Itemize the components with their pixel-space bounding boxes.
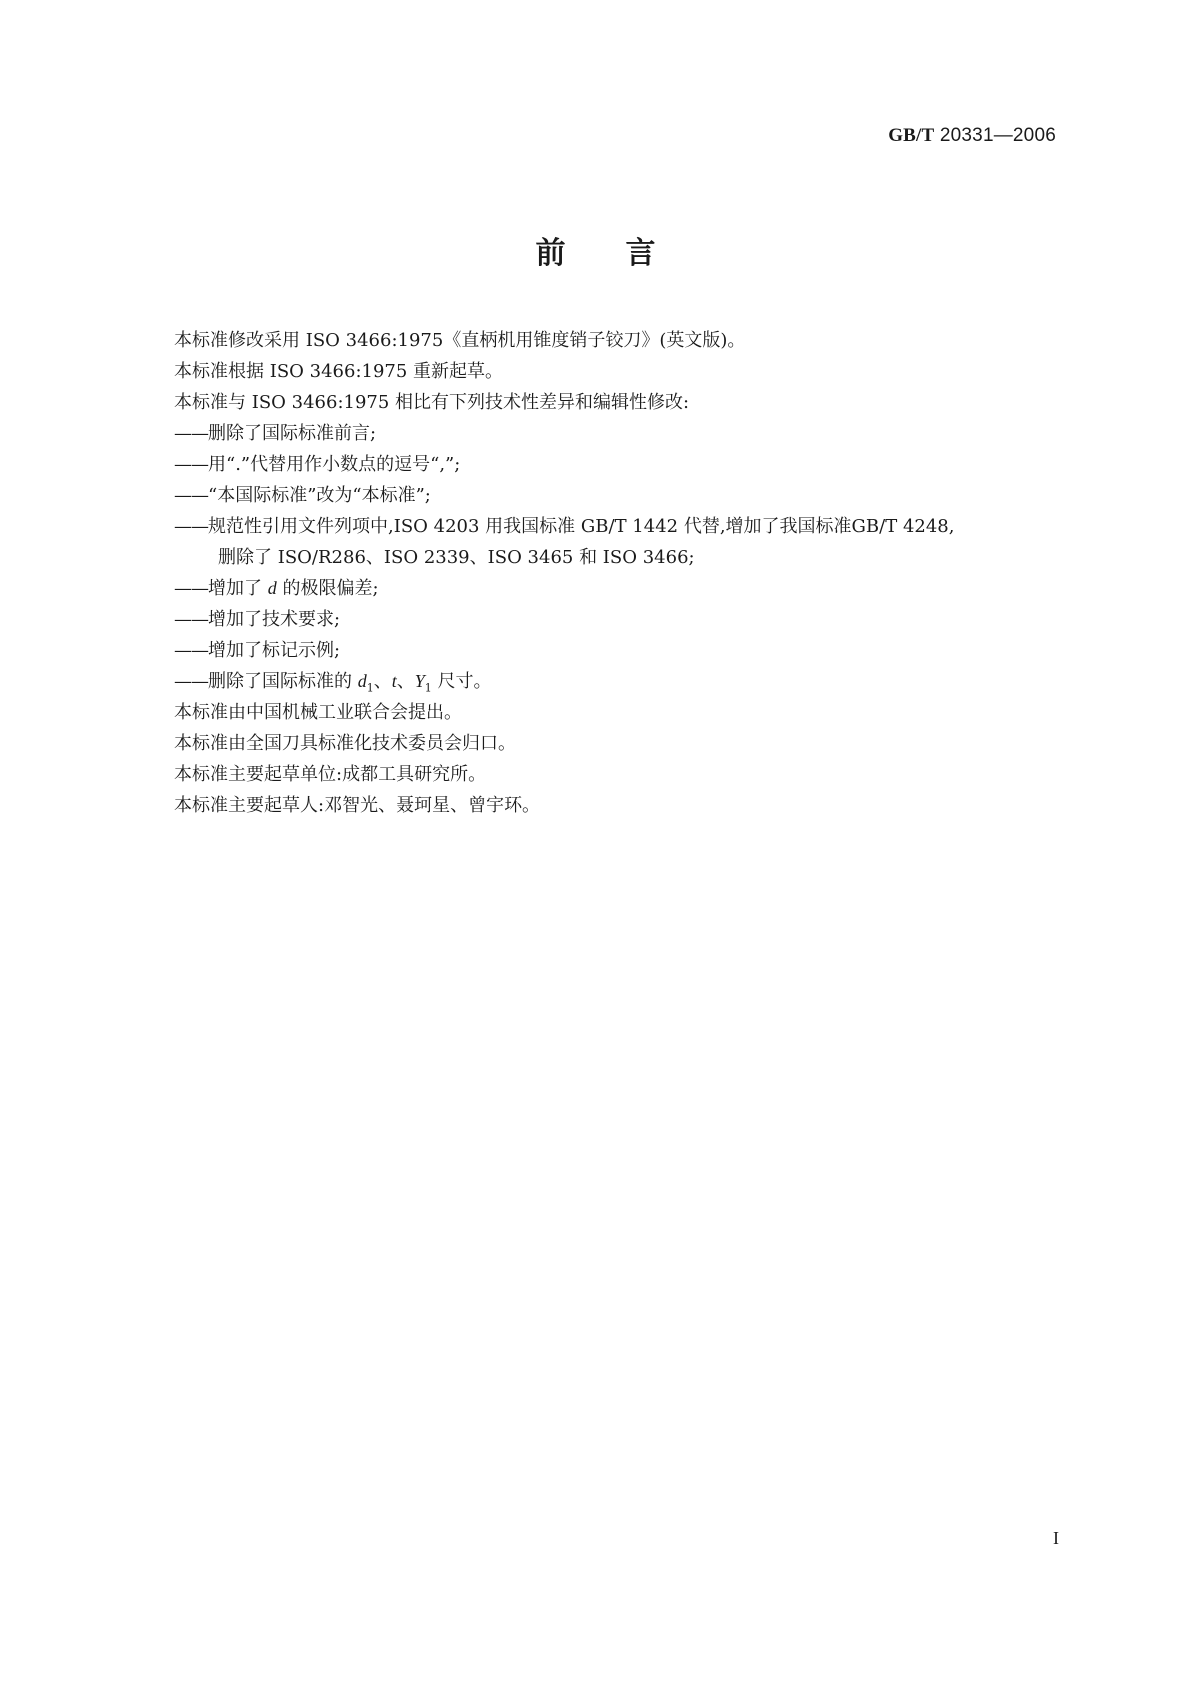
list-item: [174, 604, 1074, 635]
list-item: [174, 418, 1074, 449]
list-item-text: 删除了国际标准前言;: [208, 423, 377, 444]
list-item: [174, 635, 1074, 666]
list-item-text: 删除了国际标准的: [208, 671, 358, 692]
paragraph: 本标准由中国机械工业联合会提出。: [174, 702, 462, 723]
dash-marker: ——: [174, 578, 208, 599]
paragraph: 本标准根据 ISO 3466:1975 重新起草。: [174, 361, 504, 382]
subscript: 1: [424, 681, 432, 695]
dash-marker: ——: [174, 671, 208, 692]
list-item-text: 的极限偏差;: [276, 578, 379, 599]
paragraph: 本标准由全国刀具标准化技术委员会归口。: [174, 733, 516, 754]
dash-marker: ——: [174, 454, 208, 475]
list-item-text: 规范性引用文件列项中,ISO 4203 用我国标准 GB/T 1442 代替,增加了我国标准GB/T 4248,: [208, 516, 955, 537]
standard-code: GB/T: [888, 125, 935, 146]
list-item-text: 尺寸。: [431, 671, 492, 692]
list-item-text: 增加了: [208, 578, 268, 599]
list-item-continuation: 删除了 ISO/R286、ISO 2339、ISO 3465 和 ISO 3466;: [218, 547, 695, 568]
list-item-text: 增加了标记示例;: [208, 640, 341, 661]
standard-number: [888, 125, 1056, 147]
paragraph: 本标准主要起草人:邓智光、聂珂星、曾宇环。: [174, 795, 541, 816]
page-title: 前言: [535, 236, 716, 271]
list-item: [174, 511, 1074, 542]
list-item: [174, 573, 1074, 604]
symbol-t: t: [391, 671, 397, 691]
dash-marker: ——: [174, 609, 208, 630]
subscript: 1: [366, 681, 374, 695]
list-item: [174, 449, 1074, 480]
paragraph: 本标准主要起草单位:成都工具研究所。: [174, 764, 487, 785]
foreword-body: [174, 325, 1074, 821]
symbol-d1: d: [357, 671, 367, 691]
separator: 、: [396, 671, 415, 692]
list-item-text: “本国际标准”改为“本标准”;: [208, 485, 431, 506]
list-item-text: 增加了技术要求;: [208, 609, 341, 630]
dash-marker: ——: [174, 485, 208, 506]
paragraph: 本标准修改采用 ISO 3466:1975《直柄机用锥度销子铰刀》(英文版)。: [174, 330, 746, 351]
symbol-y1: Y: [414, 671, 425, 691]
separator: 、: [373, 671, 392, 692]
paragraph: 本标准与 ISO 3466:1975 相比有下列技术性差异和编辑性修改:: [174, 392, 690, 413]
list-item-text: 用“.”代替用作小数点的逗号“,”;: [208, 454, 461, 475]
dash-marker: ——: [174, 640, 208, 661]
dash-marker: ——: [174, 423, 208, 444]
list-item: [174, 666, 1074, 697]
page-number: I: [1053, 1528, 1059, 1548]
symbol-d: d: [267, 578, 277, 598]
standard-year: 20331—2006: [934, 125, 1056, 146]
dash-marker: ——: [174, 516, 208, 537]
list-item: [174, 480, 1074, 511]
